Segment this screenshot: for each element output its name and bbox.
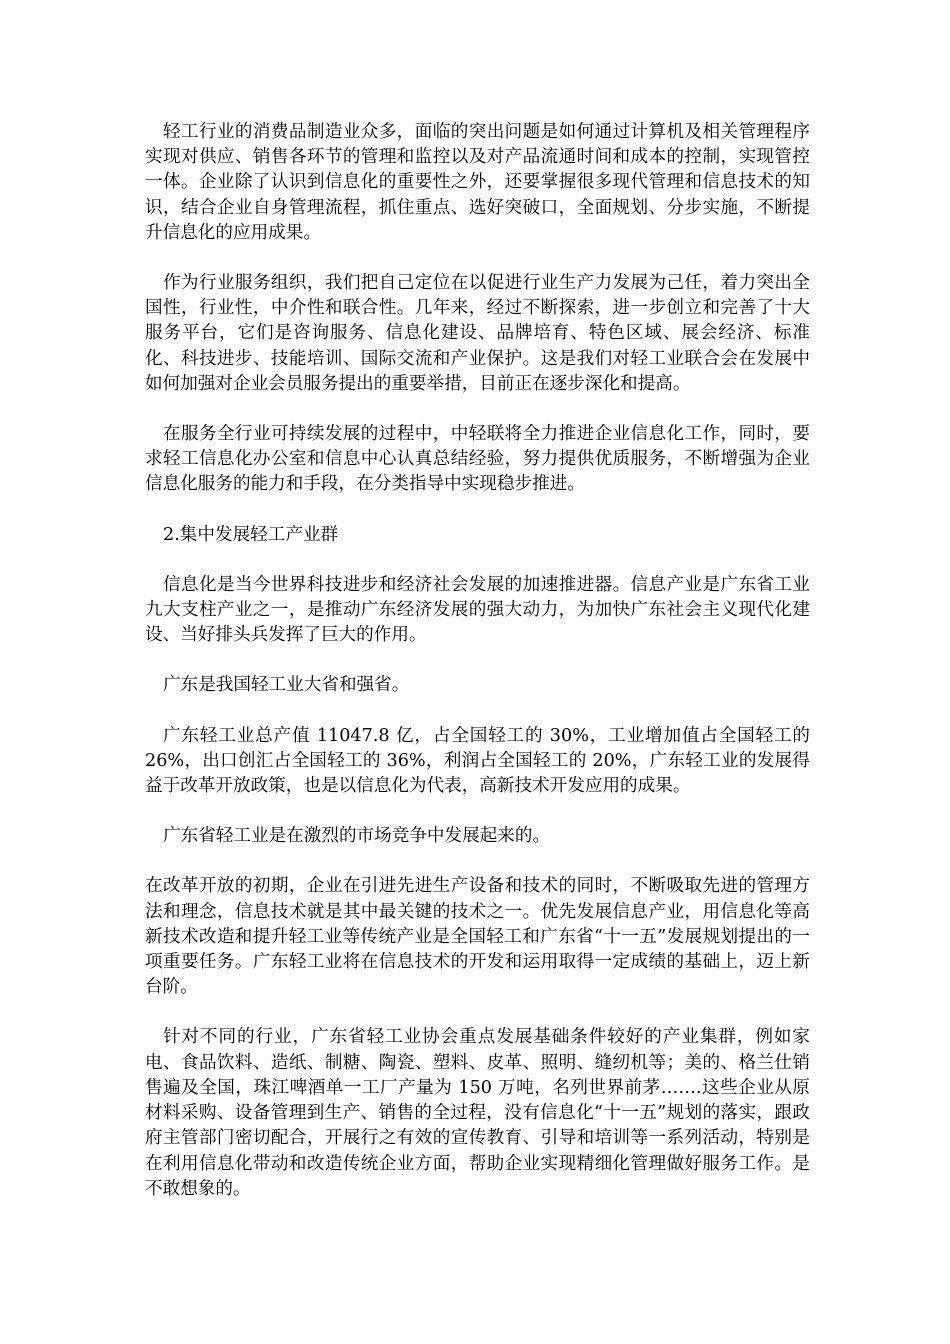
paragraph-7: 广东省轻工业是在激烈的市场竞争中发展起来的。 [163,826,551,847]
section-heading: 2.集中发展轻工产业群 [163,524,339,545]
document-body [145,120,810,1227]
paragraph-3: 在服务全行业可持续发展的过程中，中轻联将全力推进企业信息化工作，同时，要求轻工信息化办公室和信息中心认真总结经验，努力提供优质服务，不断增强为企业信息化服务的能力和手段，在分类指导中实现稳步推进。 [145,424,810,495]
paragraph-4: 信息化是当今世界科技进步和经济社会发展的加速推进器。信息产业是广东省工业九大支柱产业之一，是推动广东经济发展的强大动力，为加快广东社会主义现代化建设、当好排头兵发挥了巨大的作用。 [145,574,810,646]
paragraph-2: 作为行业服务组织，我们把自己定位在以促进行业生产力发展为己任，着力突出全国性，行业性，中介性和联合性。几年来，经过不断探索，进一步创立和完善了十大服务平台，它们是咨询服务、信息化建设、品牌培育、特色区域、展会经济、标准化、科技进步、技能培训、国际交流和产业保护。这是我们对轻工业联合会在发展中如何加强对企业会员服务提出的重要举措，目前正在逐步深化和提高。 [145,273,810,394]
paragraph-8: 在改革开放的初期，企业在引进先进生产设备和技术的同时，不断吸取先进的管理方法和理念，信息技术就是其中最关键的技术之一。优先发展信息产业，用信息化等高新技术改造和提升轻工业等传统产业是全国轻工和广东省“十一五”发展规划提出的一项重要任务。广东轻工业将在信息技术的开发和运用取得一定成绩的基础上，迈上新台阶。 [145,876,810,998]
paragraph-1: 轻工行业的消费品制造业众多，面临的突出问题是如何通过计算机及相关管理程序实现对供应、销售各环节的管理和监控以及对产品流通时间和成本的控制，实现管控一体。企业除了认识到信息化的重要性之外，还要掌握很多现代管理和信息技术的知识，结合企业自身管理流程，抓住重点、选好突破口，全面规划、分步实施，不断提升信息化的应用成果。 [145,122,810,243]
paragraph-6: 广东轻工业总产值 11047.8 亿，占全国轻工的 30%，工业增加值占全国轻工的 26%，出口创汇占全国轻工的 36%，利润占全国轻工的 20%，广东轻工业的发展得益于改革开放政策，也是以信息化为代表，高新技术开发应用的成果。 [145,725,810,797]
paragraph-9: 针对不同的行业，广东省轻工业协会重点发展基础条件较好的产业集群，例如家电、食品饮料、造纸、制糖、陶瓷、塑料、皮革、照明、缝纫机等；美的、格兰仕销售遍及全国，珠江啤酒单一工厂产量为 150 万吨，名列世界前茅…….这些企业从原材料采购、设备管理到生产、销售的全过程，没有信息化“十一五”规划的落实，跟政府主管部门密切配合，开展行之有效的宣传教育、引导和培训等一系列活动，特别是在利用信息化带动和改造传统企业方面，帮助企业实现精细化管理做好服务工作。是不敢想象的。 [145,1027,810,1199]
paragraph-5: 广东是我国轻工业大省和强省。 [163,675,410,696]
